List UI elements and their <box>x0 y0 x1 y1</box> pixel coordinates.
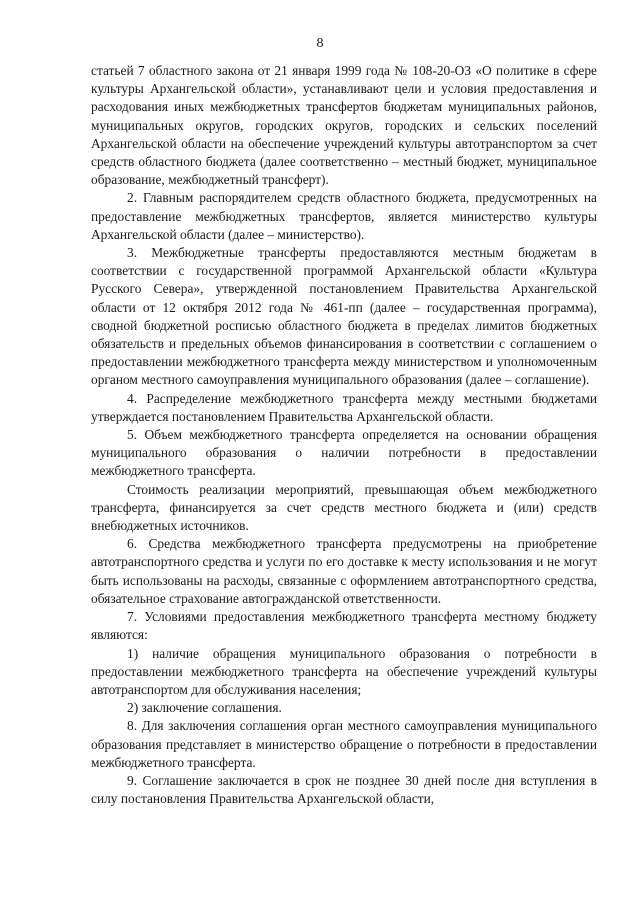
paragraph-7-conditions: 7. Условиями предоставления межбюджетного трансферта местному бюджету являются: <box>91 609 597 643</box>
paragraph-9-agreement-deadline: 9. Соглашение заключается в срок не позднее 30 дней после дня вступления в силу постановления Правительства Архангельской области, <box>91 772 597 807</box>
paragraph-intro-continuation: статьей 7 областного закона от 21 января 1999 года № 108-20-ОЗ «О политике в сфере культуры Архангельской области», устанавливают цели и условия предоставления и расходования иных межбюджетных трансфертов бюджетам муниципальных районов, муниципальных округов, городских округов, городских и сельских поселений Архангельской области на обеспечение учреждений культуры автотранспортом за счет средств областного бюджета (далее соответственно – местный бюджет, муниципальное образование, межбюджетный трансферт). <box>91 63 597 188</box>
document-body <box>91 62 597 808</box>
paragraph-4-distribution: 4. Распределение межбюджетного трансферта между местными бюджетами утверждается постановлением Правительства Архангельской области. <box>91 390 597 424</box>
paragraph-cost-excess: Стоимость реализации мероприятий, превышающая объем межбюджетного трансферта, финансируется за счет средств местного бюджета и (или) средств внебюджетных источников. <box>91 481 597 534</box>
page-number: 8 <box>316 36 324 51</box>
paragraph-6-funds-purpose: 6. Средства межбюджетного трансферта предусмотрены на приобретение автотранспортного средства и услуги по его доставке к месту использования и не могут быть использованы на расходы, связанные с оформлением автотранспортного средства, обязательное страхование автогражданской ответственности. <box>91 536 597 606</box>
paragraph-8-agreement-request: 8. Для заключения соглашения орган местного самоуправления муниципального образования представляет в министерство обращение о потребности в предоставлении межбюджетного трансферта. <box>91 718 597 770</box>
condition-item-1: 1) наличие обращения муниципального образования о потребности в предоставлении межбюджетного трансферта на обеспечение учреждений культуры автотранспортом для обслуживания населения; <box>91 645 597 697</box>
paragraph-5-transfer-volume: 5. Объем межбюджетного трансферта определяется на основании обращения муниципального образования о наличии потребности в предоставлении межбюджетного трансферта. <box>91 427 597 479</box>
condition-item-2: 2) заключение соглашения. <box>127 700 282 716</box>
paragraph-3-transfer-provision: 3. Межбюджетные трансферты предоставляются местным бюджетам в соответствии с государственной программой Архангельской области «Культура Русского Севера», утвержденной постановлением Правительства Архангельской области от 12 октября 2012 года № 461-пп (далее – государственная программа), сводной бюджетной росписью областного бюджета в пределах лимитов бюджетных обязательств и предельных объемов финансирования в соответствии с соглашением о предоставлении межбюджетного трансферта между министерством и уполномоченным органом местного самоуправления муниципального образования (далее – соглашение). <box>91 245 597 388</box>
paragraph-2-main-administrator: 2. Главным распорядителем средств областного бюджета, предусмотренных на предоставление межбюджетных трансфертов, является министерство культуры Архангельской области (далее – министерство). <box>91 190 597 242</box>
